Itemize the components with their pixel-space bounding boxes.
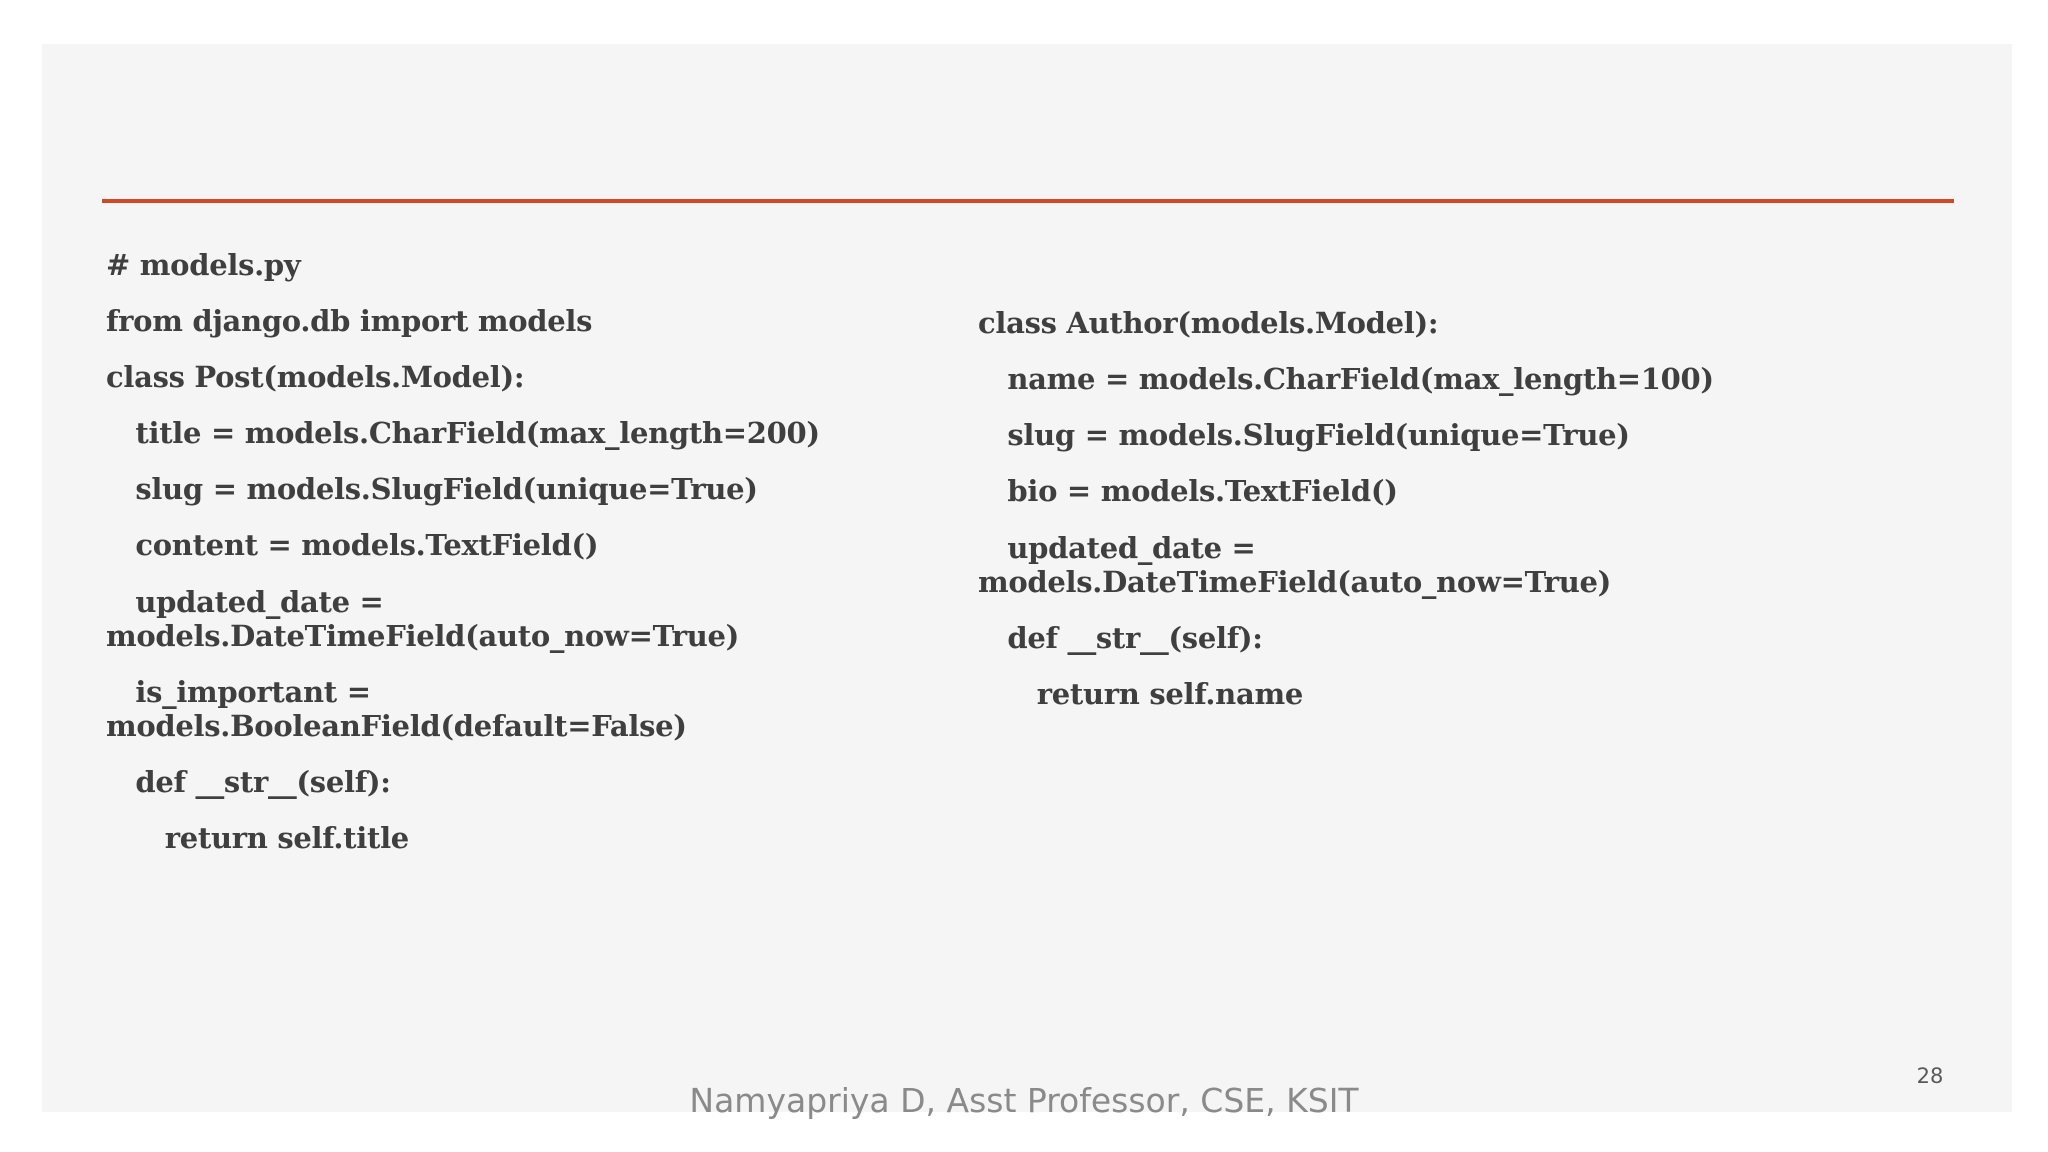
code-line: name = models.CharField(max_length=100) [978, 362, 1714, 396]
left-code-block [106, 0, 966, 1152]
code-line: title = models.CharField(max_length=200) [106, 416, 820, 450]
code-line: models.BooleanField(default=False) [106, 709, 687, 743]
code-line: content = models.TextField() [106, 528, 599, 562]
code-line: models.DateTimeField(auto_now=True) [978, 565, 1612, 599]
code-line: slug = models.SlugField(unique=True) [978, 418, 1630, 452]
code-line: slug = models.SlugField(unique=True) [106, 472, 758, 506]
code-line: # models.py [106, 248, 301, 282]
code-line: def __str__(self): [978, 621, 1263, 655]
right-code-block [978, 0, 1938, 1152]
code-line: updated_date = [106, 585, 384, 619]
code-line: class Author(models.Model): [978, 306, 1439, 340]
code-line: from django.db import models [106, 304, 593, 338]
code-line: updated_date = [978, 531, 1256, 565]
code-line: bio = models.TextField() [978, 474, 1398, 508]
code-line: is_important = [106, 675, 371, 709]
code-line: models.DateTimeField(auto_now=True) [106, 619, 740, 653]
code-line: class Post(models.Model): [106, 360, 525, 394]
code-line: return self.name [978, 677, 1303, 711]
code-line: return self.title [106, 821, 409, 855]
footer-credit: Namyapriya D, Asst Professor, CSE, KSIT [689, 1081, 1359, 1120]
code-line: def __str__(self): [106, 765, 391, 799]
page-number: 28 [1916, 1064, 1944, 1088]
